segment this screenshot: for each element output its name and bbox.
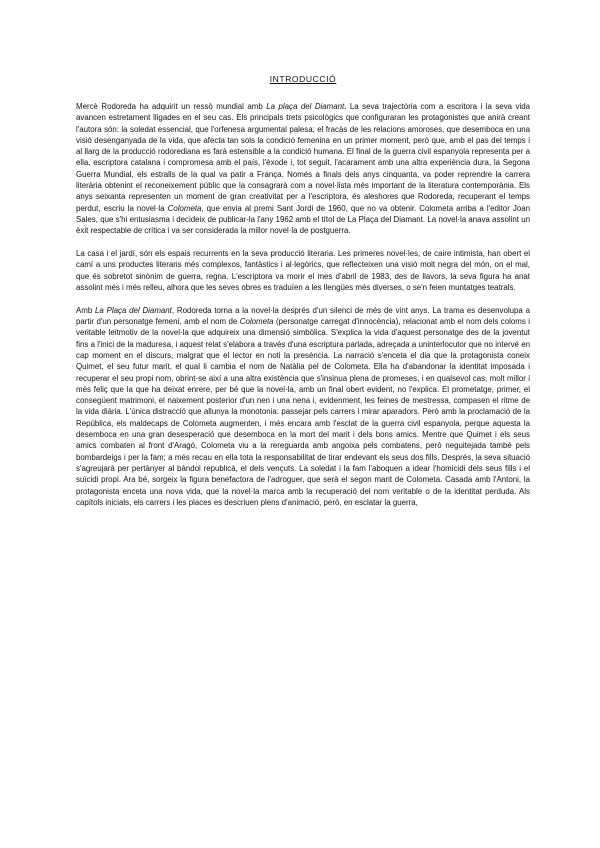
paragraph-text: , Rodoreda torna a la novel·la després d'un silenci de més de vint anys. La trama es desenvolupa a partir d'un personatge femení, amb el nom de: [76, 305, 530, 327]
paragraph-text: La casa i el jardí, són els espais recurrents en la seva producció literaria. Les primeres novel·les, de caire intimista, han obert el camí a uns productes literaris més complexos, fantàstics i al·legòrics, que reflecteixen una visió molt negra del món, on el mal, que és sobretot sinònim de guerra, regna. L'escriptora va morir el mes d'abril de 1983, des de llavors, la seva figura ha anat assolint més i més relleu, alhora que les seves obres es traduïen a les llengües més diverses, o se'n feien muntatges teatrals.: [76, 249, 530, 292]
paragraph-text: , que envia al premi Sant Jordi de 1960, que no va obtenir. Colometa arriba a l'editor Joan Sales, que s'hi entusiasma i decideix de publicar-la l'any 1962 amb el títol de La Plaça del Diamant. La novel·la anava assolint un èxit respectable de crítica i va ser considerada la millor novel·la de postguerra.: [76, 203, 530, 236]
paragraph-1: [76, 101, 530, 237]
paragraph-text: . La seva trajectòria com a escritora i la seva vida avancen estretament lligades en el seu cas. Els principals trets psicològics que configuraran les protagonistes que anirà creant l'autora són: la soledat essencial, que l'orfenesa argumental palesa; el fracàs de les relacions amoroses, que desemboca en una visió desenganyada de la vida, que afecta tan sols la condició femenina en un primer moment, però que, amb el pas del temps i al llarg de la producció rodorediana es farà estensible a la condició humana. El final de la guerra civil espanyola representa per a ella, escriptora catalana i compromesa amb el país, l'èxode i, tot seguit, l'acarament amb una altra experiència dura, la Segona Guerra Mundial, els estralls de la qual va patir a França. Només a finals dels anys cinquanta, va poder reprendre la carrera literària obtenint el reconeixement públic que la consagrarà com a novel·lista més important de la literatura contemporània. Els anys seixanta representen un moment de gran creativitat per a l'escriptora, és aleshores que Rodoreda, recuperant el temps perdut, escriu la novel·la: [76, 102, 530, 213]
paragraph-text: Amb: [76, 305, 96, 315]
paragraph-text: (personatge carregat d'innocència), relacionat amb el nom dels coloms i veritable leitmotiv de la novel·la que adquireix una dimensió simbòlica. S'explica la vida d'aquest personatge des de la joventut fins a l'inici de la maduresa, i aquest relat s'elabora a través d'una escriptura parlada, adreçada a uninterlocutor que no intervé en cap moment en el discurs, malgrat que el lector en noti la presència. La narració s'enceta el dia que la protagonista coneix Quimet, el seu futur marit, el qual li cambia el nom de Natàlia pel de Colometa. Ella ha d'abandonar la identitat imposada i recuperar el seu propi nom, obrint-se així a una altra existència que s'insinua plena de promeses, i en qualsevol cas, molt millor i més feliç que la que ha deixat enrere, per bé que la novel·la, amb un final obert evident, no l'explica. El prometatge, primer, el consegüent matrimoni, el naixement posterior d'un nen i una nena i, evidenment, les feines de mestressa, compasen el ritme de la vida diària. L'única distracció que allunya la monotonia: passejar pels carrers i mirar aparadors. Però amb la proclamació de la República, els maldecaps de Colometa augmenten, i més encara amb l'esclat de la guerra civil espanyola, perque aquesta la desemboca en una gran desesperació que desemboca en la mort del marit i dels bons amics. Mentre que Quimet i els seus amics combaten al front d'Aragó, Colometa viu a la rereguarda amb angoixa pels combatens, però neguitejada també pels bombardeigs i per la fam; a més recau en ella tota la responsabilitat de tirar endevant els seus dos fills. Després, la seva situació s'agreujarà per pertànyer al bàndol republicà, el dels vençuts. La soledat i la fam l'aboquen a idear l'homicidi dels seus fills i el suïcidi propi. Ara bé, sorgeix la figura benefactora de l'adroguer, que serà el segon marit de Colometa. Casada amb l'Antoni, la protagonista enceta una nova vida, que la novel·la marca amb la recuperació del nom veritable o de la identitat perduda. Als capítols inicials, els carrers i les places es descriuen plens d'animació, però, en esclatar la guerra,: [76, 317, 531, 507]
italic-title-text: Colometa: [239, 317, 274, 327]
italic-title-text: La Plaça del Diamant: [95, 305, 172, 315]
document-page: [76, 74, 530, 520]
page-title: INTRODUCCIÓ: [269, 74, 337, 84]
document-body: [76, 101, 530, 508]
paragraph-3: [76, 305, 530, 508]
italic-title-text: Colometa: [167, 203, 202, 213]
paragraph-text: Mercè Rodoreda ha adquirit un ressò mundial amb: [76, 102, 267, 111]
italic-title-text: La plaça del Diamant: [266, 102, 345, 111]
paragraph-2: [76, 248, 530, 293]
